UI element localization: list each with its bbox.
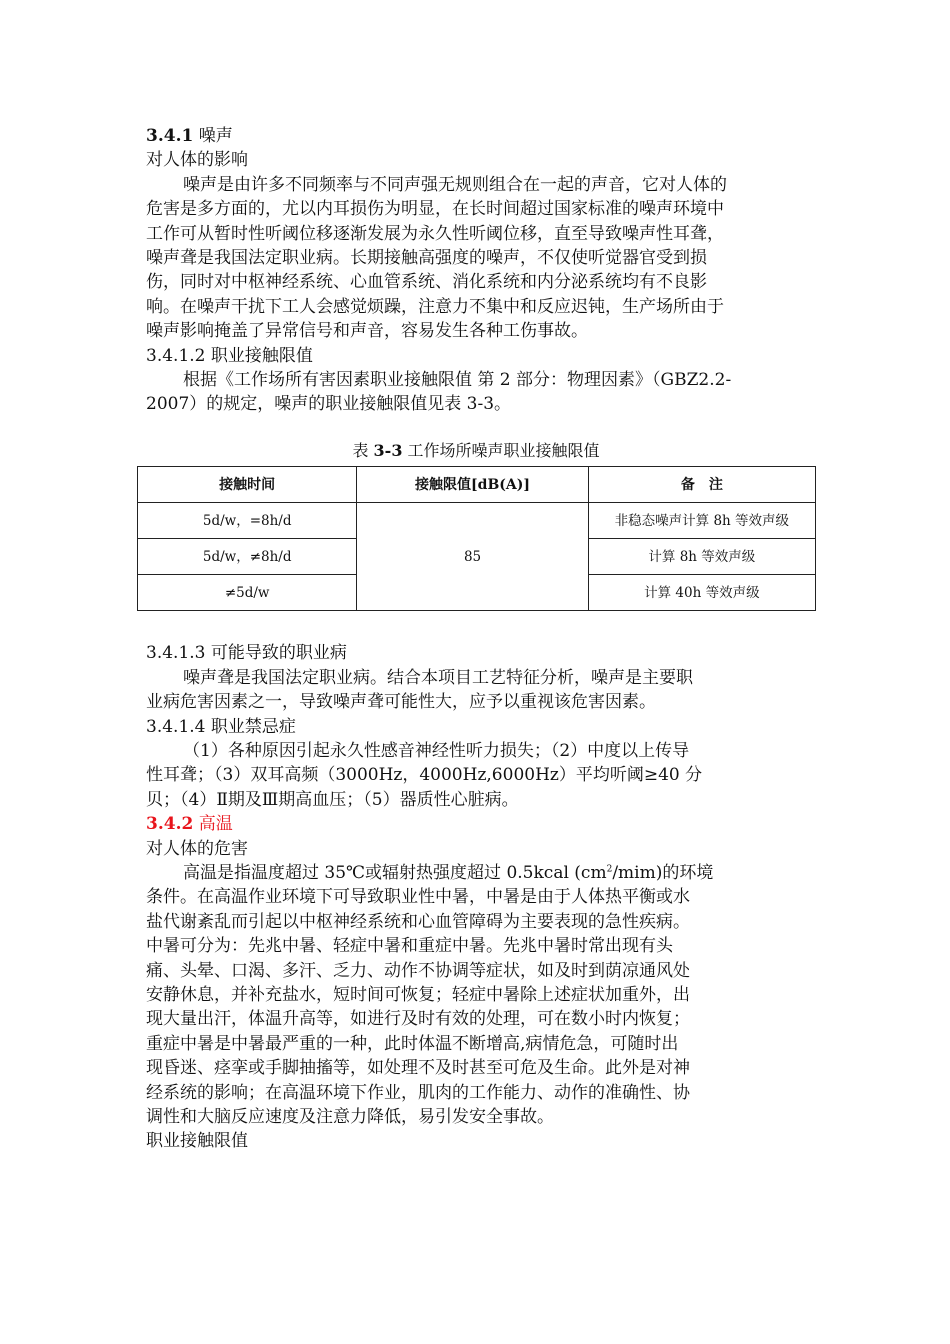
paragraph-line: 工作可从暂时性听阈位移逐渐发展为永久性听阈位移，直至导致噪声性耳聋， bbox=[146, 223, 724, 244]
paragraph-line: 条件。在高温作业环境下可导致职业性中暑，中暑是由于人体热平衡或水 bbox=[146, 887, 690, 908]
first-line-text: 高温是指温度超过 35℃或辐射热强度超过 0.5kcal (cm bbox=[183, 862, 607, 883]
section-title: 噪声 bbox=[198, 126, 233, 146]
cell-time: 5d/w，=8h/d bbox=[138, 503, 357, 539]
paragraph-line: 中暑可分为：先兆中暑、轻症中暑和重症中暑。先兆中暑时常出现有头 bbox=[146, 936, 673, 957]
paragraph-line: 经系统的影响；在高温环境下作业，肌肉的工作能力、动作的准确性、协 bbox=[146, 1082, 690, 1103]
section-title: 高温 bbox=[198, 814, 233, 835]
heat-limit-label: 职业接触限值 bbox=[146, 1131, 248, 1152]
section-heading-noise bbox=[146, 124, 806, 148]
paragraph-line: 业病危害因素之一，导致噪声聋可能性大，应予以重视该危害因素。 bbox=[146, 692, 656, 713]
paragraph-line: 噪声聋是我国法定职业病。长期接触高强度的噪声，不仅使听觉器官受到损 bbox=[146, 248, 707, 269]
table-caption bbox=[146, 439, 806, 463]
noise-effects-paragraph bbox=[146, 173, 806, 344]
disease-heading: 3.4.1.3 可能导致的职业病 bbox=[146, 643, 347, 664]
harm-label: 对人体的危害 bbox=[146, 838, 248, 859]
header-exposure-time: 接触时间 bbox=[138, 467, 357, 503]
paragraph-line: （1）各种原因引起永久性感音神经性听力损失；（2）中度以上传导 bbox=[183, 740, 690, 761]
table-row bbox=[138, 503, 816, 539]
paragraph-line: 性耳聋；（3）双耳高频（3000Hz，4000Hz,6000Hz）平均听阈≥40 分 bbox=[146, 765, 703, 786]
header-exposure-limit: 接触限值[dB(A)] bbox=[357, 467, 588, 503]
section-number: 3.4.1 bbox=[146, 126, 194, 146]
caption-title: 工作场所噪声职业接触限值 bbox=[407, 440, 600, 460]
contraindication-heading: 3.4.1.4 职业禁忌症 bbox=[146, 716, 296, 737]
effects-label: 对人体的影响 bbox=[146, 150, 248, 171]
cell-limit-value: 85 bbox=[357, 503, 588, 611]
paragraph-line: 噪声是由许多不同频率与不同声强无规则组合在一起的声音，它对人体的 bbox=[183, 174, 727, 195]
cell-note: 计算 40h 等效声级 bbox=[588, 575, 815, 611]
contraindication-paragraph bbox=[146, 739, 806, 812]
caption-number: 3-3 bbox=[373, 440, 403, 460]
paragraph-line bbox=[146, 861, 806, 885]
paragraph-line: 安静休息，并补充盐水，短时间可恢复；轻症中暑除上述症状加重外，出 bbox=[146, 984, 690, 1005]
paragraph-line: 根据《工作场所有害因素职业接触限值 第 2 部分：物理因素》（GBZ2.2- bbox=[183, 370, 732, 391]
paragraph-line: 调性和大脑反应速度及注意力降低，易引发安全事故。 bbox=[146, 1107, 554, 1127]
paragraph-line: 盐代谢紊乱而引起以中枢神经系统和心血管障碍为主要表现的急性疾病。 bbox=[146, 911, 690, 932]
paragraph-line: 噪声影响掩盖了异常信号和声音，容易发生各种工伤事故。 bbox=[146, 321, 588, 342]
disease-paragraph bbox=[146, 666, 806, 715]
noise-limit-table bbox=[137, 466, 816, 611]
limit-heading: 3.4.1.2 职业接触限值 bbox=[146, 345, 313, 366]
header-remarks: 备 注 bbox=[588, 467, 815, 503]
paragraph-line: 伤，同时对中枢神经系统、心血管系统、消化系统和内分泌系统均有不良影 bbox=[146, 272, 707, 293]
cell-time: ≠5d/w bbox=[138, 575, 357, 611]
paragraph-line: 现大量出汗，体温升高等，如进行及时有效的处理，可在数小时内恢复； bbox=[146, 1009, 690, 1030]
document-body bbox=[146, 124, 806, 1154]
paragraph-line: 响。在噪声干扰下工人会感觉烦躁，注意力不集中和反应迟钝，生产场所由于 bbox=[146, 296, 724, 317]
cell-time: 5d/w，≠8h/d bbox=[138, 539, 357, 575]
paragraph-line: 现昏迷、痉挛或手脚抽搐等，如处理不及时甚至可危及生命。此外是对神 bbox=[146, 1058, 690, 1079]
cell-note: 计算 8h 等效声级 bbox=[588, 539, 815, 575]
section-heading-heat bbox=[146, 812, 806, 836]
table-header-row bbox=[138, 467, 816, 503]
limit-paragraph bbox=[146, 368, 806, 417]
first-line-text-end: /mim)的环境 bbox=[612, 862, 714, 883]
paragraph-line: 危害是多方面的，尤以内耳损伤为明显，在长时间超过国家标准的噪声环境中 bbox=[146, 199, 724, 220]
caption-prefix: 表 bbox=[352, 440, 369, 460]
cell-note: 非稳态噪声计算 8h 等效声级 bbox=[588, 503, 815, 539]
paragraph-line: 重症中暑是中暑最严重的一种，此时体温不断增高,病情危急，可随时出 bbox=[146, 1033, 679, 1054]
paragraph-line: 痛、头晕、口渴、多汗、乏力、动作不协调等症状，如及时到荫凉通风处 bbox=[146, 960, 690, 981]
section-number: 3.4.2 bbox=[146, 814, 194, 835]
superscript: 2 bbox=[606, 864, 613, 875]
paragraph-line: 噪声聋是我国法定职业病。结合本项目工艺特征分析，噪声是主要职 bbox=[183, 667, 693, 688]
heat-harm-paragraph bbox=[146, 861, 806, 1129]
paragraph-line: 贝；（4）Ⅱ期及Ⅲ期高血压；（5）器质性心脏病。 bbox=[146, 789, 519, 810]
paragraph-line: 2007）的规定，噪声的职业接触限值见表 3-3。 bbox=[146, 394, 512, 415]
